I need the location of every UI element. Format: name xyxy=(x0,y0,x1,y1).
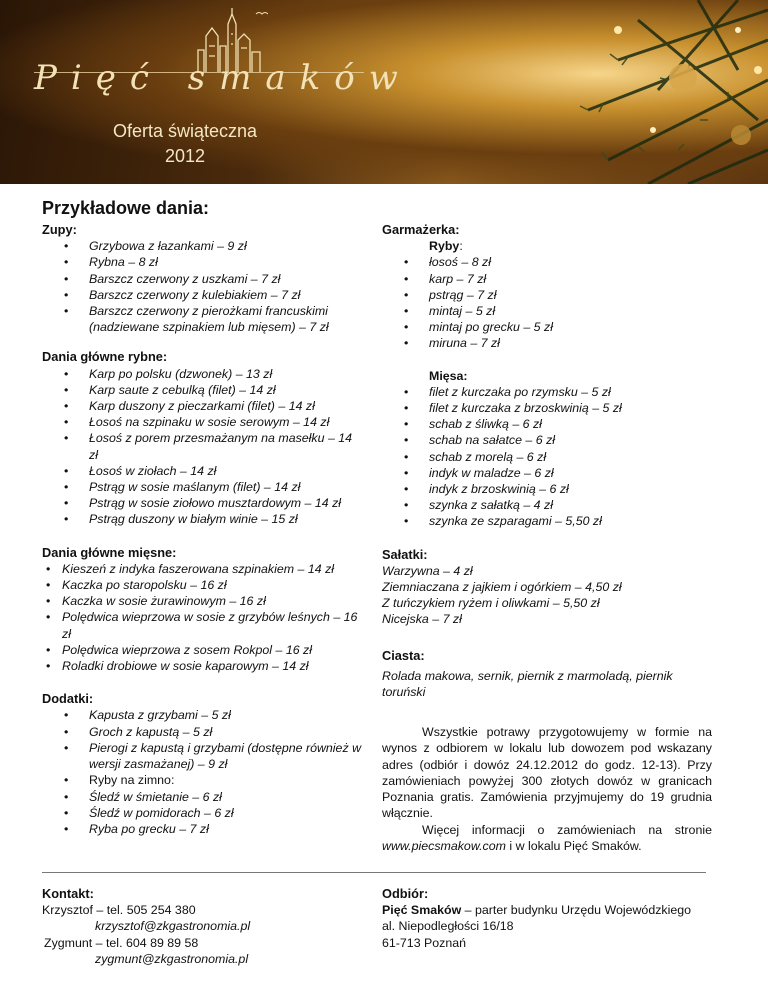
list-item: • Śledź w śmietanie – 6 zł xyxy=(42,789,364,805)
ciasta-text: Rolada makowa, sernik, piernik z marmoladą, piernik toruński xyxy=(382,668,673,700)
contact-person: Krzysztof – tel. 505 254 380 xyxy=(42,903,196,918)
offer-title: Oferta świąteczna xyxy=(112,121,258,141)
right-column xyxy=(382,222,712,854)
list-item: • Kaczka po staropolsku – 16 zł xyxy=(42,577,364,593)
list-item: • Karp duszony z pieczarkami (filet) – 14 zł xyxy=(42,398,364,414)
list-item: • Grzybowa z łazankami – 9 zł xyxy=(42,238,364,254)
info-paragraph-2 xyxy=(382,822,712,854)
list-item: • Łosoś w ziołach – 14 zł xyxy=(42,463,364,479)
list-garmazerka-ryby xyxy=(382,254,712,351)
list-item: • Pstrąg w sosie ziołowo musztardowym – 14 zł xyxy=(42,495,364,511)
section-title-miesne: Dania główne mięsne: xyxy=(42,544,177,560)
subsection-miesa: Mięsa: xyxy=(429,368,468,383)
list-item: • karp – 7 zł xyxy=(382,271,712,287)
header-banner xyxy=(0,0,768,184)
info-paragraph: Wszystkie potrawy przygotowujemy w formie na wynos z odbiorem w lokalu lub dowozem pod wskazany adres (odbiór i dowóz 24.12.2012 do godz. 12-13). Przy zamówieniach powyżej 300 złotych dowóz w granicach Poznania gratis. Zamówienia przyjmujemy do 19 grudnia włącznie. xyxy=(382,725,712,821)
list-item: • indyk w maladze – 6 zł xyxy=(382,465,712,481)
list-dodatki xyxy=(42,707,364,837)
pickup-city: 61-713 Poznań xyxy=(382,935,467,950)
contact-person: Zygmunt – tel. 604 89 89 58 xyxy=(44,935,199,950)
pickup-desc: – parter budynku Urzędu Wojewódzkiego xyxy=(464,903,692,918)
list-item: • Ryby na zimno: xyxy=(42,772,364,788)
list-item: • Kapusta z grzybami – 5 zł xyxy=(42,707,364,723)
list-item: • Pstrąg w sosie maślanym (filet) – 14 zł xyxy=(42,479,364,495)
list-item: • filet z kurczaka z brzoskwinią – 5 zł xyxy=(382,400,712,416)
salatki-item: Z tuńczykiem ryżem i oliwkami – 5,50 zł xyxy=(382,596,600,611)
section-title-garmazerka: Garmażerka: xyxy=(382,222,460,237)
subsection-ryby-label: Ryby xyxy=(429,239,460,254)
offer-year: 2012 xyxy=(164,146,206,166)
christmas-tree-image xyxy=(438,0,768,184)
list-item: • Rybna – 8 zł xyxy=(42,254,364,270)
list-item: • Śledź w pomidorach – 6 zł xyxy=(42,805,364,821)
list-item: • Karp po polsku (dzwonek) – 13 zł xyxy=(42,366,364,382)
list-item: • filet z kurczaka po rzymsku – 5 zł xyxy=(382,384,712,400)
brand-logo: Pięć smaków xyxy=(34,58,412,98)
list-item: • Pstrąg duszony w białym winie – 15 zł xyxy=(42,511,364,527)
list-item: • pstrąg – 7 zł xyxy=(382,287,712,303)
list-item: • Kaczka w sosie żurawinowym – 16 zł xyxy=(42,593,364,609)
list-item: • szynka ze szparagami – 5,50 zł xyxy=(382,513,712,529)
list-rybne xyxy=(42,366,364,528)
list-item: • Roladki drobiowe w sosie kaparowym – 14 zł xyxy=(42,658,364,674)
list-item: • Polędwica wieprzowa w sosie z grzybów leśnych – 16 zł xyxy=(42,609,364,641)
section-title-salatki: Sałatki: xyxy=(382,546,428,562)
salatki-item: Ziemniaczana z jajkiem i ogórkiem – 4,50 zł xyxy=(382,580,622,595)
section-title-zupy: Zupy: xyxy=(42,222,77,237)
list-item: • łosoś – 8 zł xyxy=(382,254,712,270)
list-item: • Groch z kapustą – 5 zł xyxy=(42,724,364,740)
list-item: • Kieszeń z indyka faszerowana szpinakiem – 14 zł xyxy=(42,561,364,577)
list-item: • Barszcz czerwony z kulebiakiem – 7 zł xyxy=(42,287,364,303)
contact-title: Kontakt: xyxy=(42,886,94,901)
section-title-rybne: Dania główne rybne: xyxy=(42,349,168,365)
list-item: • Ryba po grecku – 7 zł xyxy=(42,821,364,837)
list-item: • Karp saute z cebulką (filet) – 14 zł xyxy=(42,382,364,398)
info-text: Więcej informacji o zamówieniach na stronie xyxy=(422,822,712,837)
pickup-title: Odbiór: xyxy=(382,886,429,901)
pickup-block xyxy=(382,886,722,951)
list-item: • Pierogi z kapustą i grzybami (dostępne również w wersji zasmażanej) – 9 zł xyxy=(42,740,364,772)
list-item: • Barszcz czerwony z uszkami – 7 zł xyxy=(42,271,364,287)
section-title-ciasta: Ciasta: xyxy=(382,647,425,663)
list-item: • Polędwica wieprzowa z sosem Rokpol – 16 zł xyxy=(42,642,364,658)
info-text-end: i w lokalu Pięć Smaków. xyxy=(509,838,642,853)
contact-email[interactable]: zygmunt@zkgastronomia.pl xyxy=(95,951,249,966)
contact-block xyxy=(42,886,362,967)
list-item: • schab na sałatce – 6 zł xyxy=(382,432,712,448)
list-item: • schab z morelą – 6 zł xyxy=(382,449,712,465)
list-zupy xyxy=(42,238,364,335)
pickup-street: al. Niepodległości 16/18 xyxy=(382,919,514,934)
page-title: Przykładowe dania: xyxy=(42,198,210,218)
list-miesne xyxy=(42,561,364,674)
list-item: • miruna – 7 zł xyxy=(382,335,712,351)
subsection-ryby: Ryby: xyxy=(429,239,463,254)
salatki-item: Warzywna – 4 zł xyxy=(382,563,473,578)
left-column xyxy=(42,222,364,837)
list-item: • Łosoś na szpinaku w sosie serowym – 14 zł xyxy=(42,414,364,430)
contact-email[interactable]: krzysztof@zkgastronomia.pl xyxy=(95,919,251,934)
list-item: • mintaj po grecku – 5 zł xyxy=(382,319,712,335)
pickup-name: Pięć Smaków xyxy=(382,903,462,918)
website-link[interactable]: www.piecsmakow.com xyxy=(382,838,506,853)
list-item: • schab z śliwką – 6 zł xyxy=(382,416,712,432)
list-garmazerka-miesa xyxy=(382,384,712,530)
salatki-item: Nicejska – 7 zł xyxy=(382,612,462,627)
list-item: • Barszcz czerwony z pierożkami francuskimi (nadziewane szpinakiem lub mięsem) – 7 zł xyxy=(42,303,364,335)
list-item: • Łosoś z porem przesmażanym na masełku – 14 zł xyxy=(42,430,364,462)
divider xyxy=(42,872,706,873)
section-title-dodatki: Dodatki: xyxy=(42,691,94,707)
list-item: • szynka z sałatką – 4 zł xyxy=(382,497,712,513)
list-item: • mintaj – 5 zł xyxy=(382,303,712,319)
pickup-location xyxy=(382,902,722,918)
list-item: • indyk z brzoskwinią – 6 zł xyxy=(382,481,712,497)
